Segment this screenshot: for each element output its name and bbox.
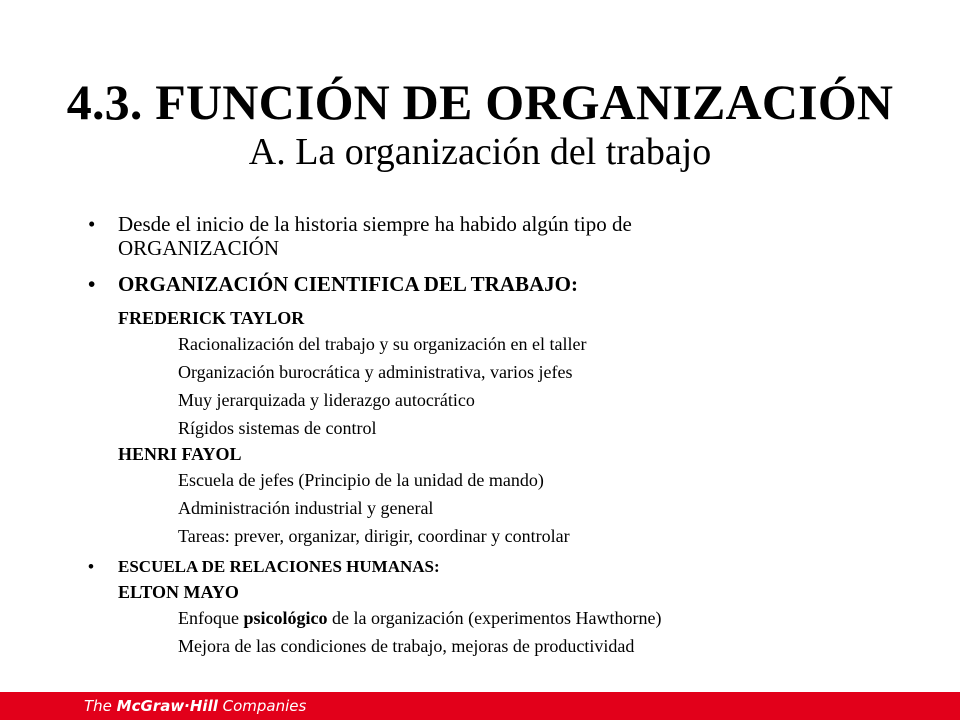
mcgraw-hill-logo <box>84 696 306 716</box>
bullet-dot-icon: • <box>88 212 96 236</box>
fayol-item: Administración industrial y general <box>178 498 434 518</box>
person-taylor: FREDERICK TAYLOR <box>118 308 305 328</box>
logo-suffix: Companies <box>217 697 307 715</box>
bullet-history-line2: ORGANIZACIÓN <box>118 236 279 260</box>
fayol-item: Tareas: prever, organizar, dirigir, coordinar y controlar <box>178 526 570 546</box>
footer-bar <box>0 692 960 720</box>
logo-prefix: The <box>84 697 117 715</box>
bullet-dot-icon: • <box>88 272 96 296</box>
taylor-item: Rígidos sistemas de control <box>178 418 377 438</box>
taylor-item: Muy jerarquizada y liderazgo autocrático <box>178 390 475 410</box>
mayo-item <box>88 604 908 632</box>
slide-subtitle: A. La organización del trabajo <box>248 131 712 173</box>
bullet-human-relations-text: ESCUELA DE RELACIONES HUMANAS: <box>118 557 440 576</box>
bullet-human-relations <box>88 554 908 580</box>
taylor-item: Racionalización del trabajo y su organización en el taller <box>178 334 587 354</box>
taylor-item: Organización burocrática y administrativa, varios jefes <box>178 362 573 382</box>
person-fayol: HENRI FAYOL <box>118 444 242 464</box>
mayo-item: Mejora de las condiciones de trabajo, mejoras de productividad <box>178 636 635 656</box>
slide-title: 4.3. FUNCIÓN DE ORGANIZACIÓN <box>66 74 894 130</box>
person-mayo: ELTON MAYO <box>118 582 239 602</box>
mayo-item-bold: psicológico <box>243 608 328 628</box>
fayol-item: Escuela de jefes (Principio de la unidad de mando) <box>178 470 544 490</box>
title-block <box>0 72 960 174</box>
bullet-history <box>88 212 908 260</box>
logo-brand: McGraw·Hill <box>116 697 218 715</box>
mayo-item-pre: Enfoque <box>178 608 244 628</box>
bullet-dot-icon: • <box>88 557 94 576</box>
bullet-history-line1: Desde el inicio de la historia siempre ha habido algún tipo de <box>118 212 632 236</box>
mayo-item-post: de la organización (experimentos Hawthorne) <box>327 608 662 628</box>
slide-content <box>88 212 908 660</box>
bullet-scientific <box>88 272 908 296</box>
bullet-scientific-text: ORGANIZACIÓN CIENTIFICA DEL TRABAJO: <box>118 272 578 296</box>
